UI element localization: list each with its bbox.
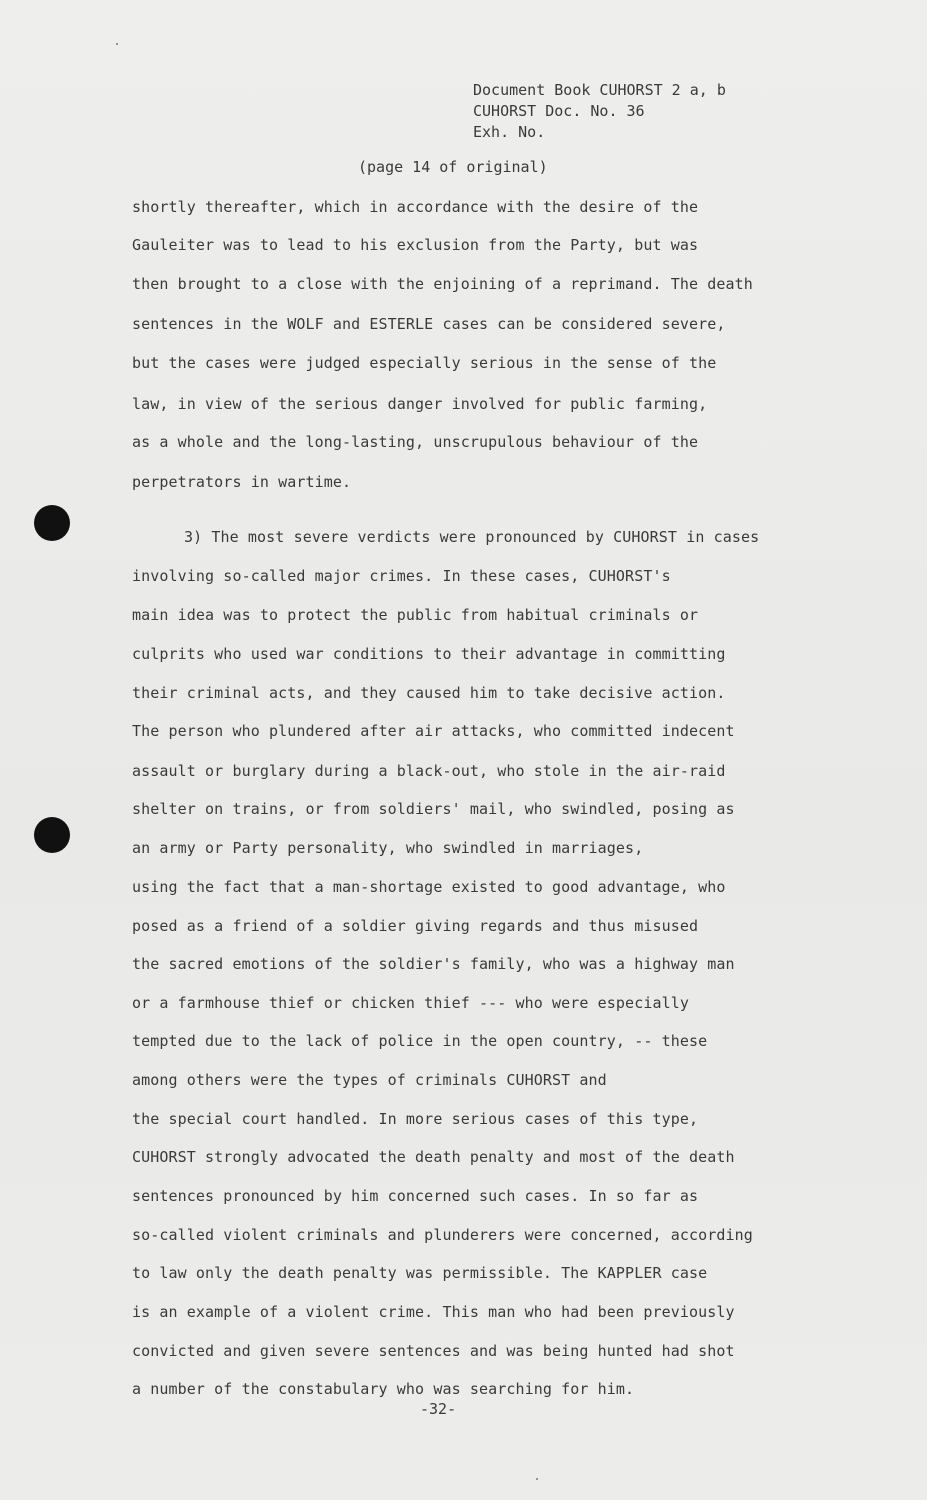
text-line: assault or burglary during a black-out, who stole in the air-raid	[132, 762, 726, 780]
text-line: sentences pronounced by him concerned such cases. In so far as	[132, 1187, 699, 1205]
text-line: then brought to a close with the enjoining of a reprimand. The death	[132, 275, 753, 293]
text-line: law, in view of the serious danger involved for public farming,	[132, 395, 708, 413]
punch-hole-top	[34, 505, 70, 541]
text-line: shortly thereafter, which in accordance with the desire of the	[132, 198, 699, 216]
text-line: is an example of a violent crime. This man who had been previously	[132, 1303, 735, 1321]
text-line: as a whole and the long-lasting, unscrupulous behaviour of the	[132, 433, 699, 451]
text-line: Gauleiter was to lead to his exclusion from the Party, but was	[132, 236, 699, 254]
text-line: the sacred emotions of the soldier's family, who was a highway man	[132, 955, 735, 973]
text-line: the special court handled. In more serious cases of this type,	[132, 1110, 699, 1128]
punch-hole-bottom	[34, 817, 70, 853]
text-line: their criminal acts, and they caused him to take decisive action.	[132, 684, 726, 702]
text-line: sentences in the WOLF and ESTERLE cases can be considered severe,	[132, 315, 726, 333]
text-line: a number of the constabulary who was searching for him.	[132, 1380, 635, 1398]
text-line: CUHORST strongly advocated the death penalty and most of the death	[132, 1148, 735, 1166]
text-line: shelter on trains, or from soldiers' mail, who swindled, posing as	[132, 800, 735, 818]
text-line: tempted due to the lack of police in the open country, -- these	[132, 1032, 708, 1050]
text-line: posed as a friend of a soldier giving regards and thus misused	[132, 917, 699, 935]
text-line: to law only the death penalty was permissible. The KAPPLER case	[132, 1264, 708, 1282]
page-number: -32-	[420, 1400, 457, 1418]
text-line: so-called violent criminals and plunderers were concerned, according	[132, 1226, 753, 1244]
text-line: involving so-called major crimes. In these cases, CUHORST's	[132, 567, 671, 585]
text-line: 3) The most severe verdicts were pronounced by CUHORST in cases	[184, 528, 760, 546]
header-exhibit-number: Exh. No.	[473, 123, 546, 141]
text-line: The person who plundered after air attacks, who committed indecent	[132, 722, 735, 740]
header-doc-number: CUHORST Doc. No. 36	[473, 102, 645, 120]
text-line: but the cases were judged especially serious in the sense of the	[132, 354, 717, 372]
text-line: using the fact that a man-shortage existed to good advantage, who	[132, 878, 726, 896]
text-line: among others were the types of criminals CUHORST and	[132, 1071, 607, 1089]
text-line: main idea was to protect the public from habitual criminals or	[132, 606, 699, 624]
original-page-reference: (page 14 of original)	[358, 158, 548, 176]
text-line: an army or Party personality, who swindled in marriages,	[132, 839, 644, 857]
text-line: culprits who used war conditions to their advantage in committing	[132, 645, 726, 663]
header-document-book: Document Book CUHORST 2 a, b	[473, 81, 726, 99]
text-line: perpetrators in wartime.	[132, 473, 352, 491]
text-line: convicted and given severe sentences and was being hunted had shot	[132, 1342, 735, 1360]
text-line: or a farmhouse thief or chicken thief --- who were especially	[132, 994, 689, 1012]
document-header	[473, 80, 726, 143]
